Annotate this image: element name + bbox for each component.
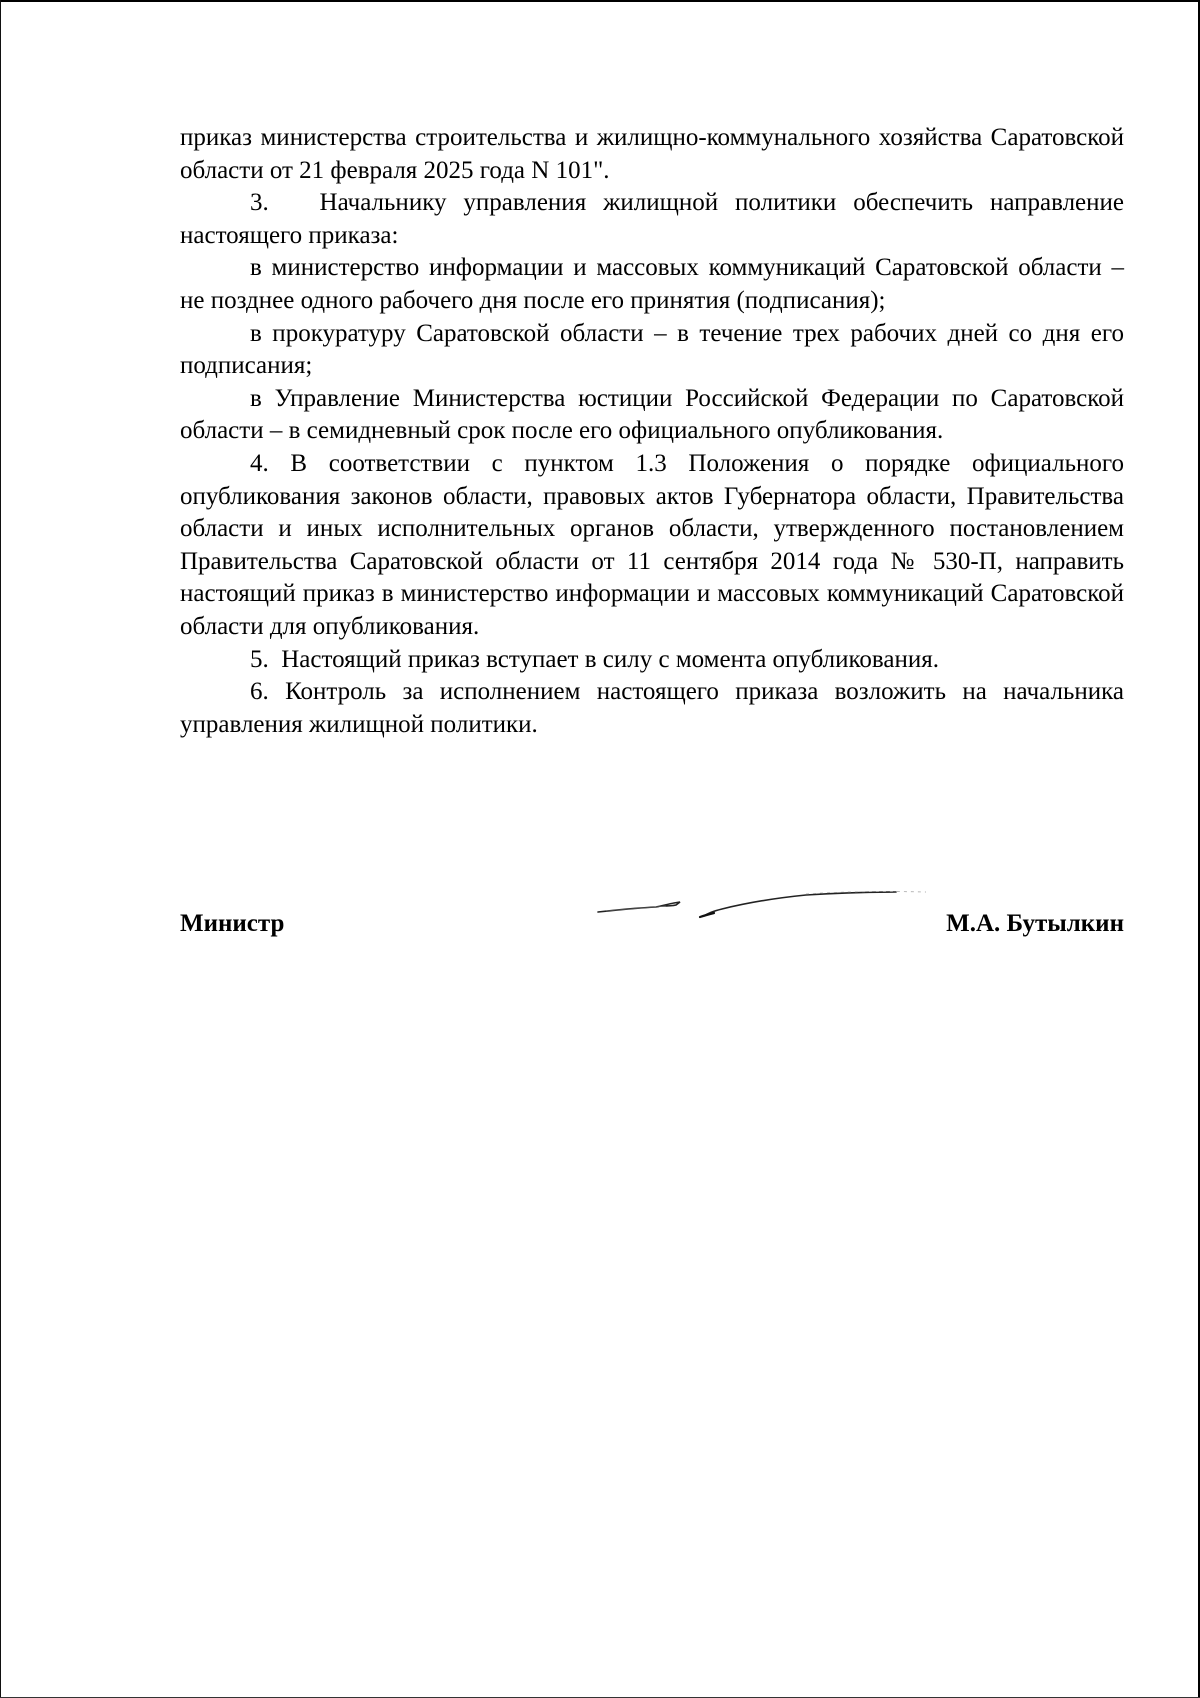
- scan-edge-top: [0, 0, 1200, 2]
- paragraph-item-5: 5. Настоящий приказ вступает в силу с момента опубликования.: [250, 645, 939, 673]
- scan-edge-left: [0, 0, 1, 1698]
- signatory-name: М.А. Бутылкин: [946, 910, 1124, 937]
- paragraph-item-3-justice: в Управление Министерства юстиции Российской Федерации по Саратовской области – в семидневный срок после его официального опубликования.: [180, 384, 1124, 445]
- paragraph-item-3-ministry: в министерство информации и массовых коммуникаций Саратовской области – не позднее одного рабочего дня после его принятия (подписания);: [180, 254, 1124, 314]
- paragraph-item-6: 6. Контроль за исполнением настоящего приказа возложить на начальника управления жилищной политики.: [180, 678, 1124, 738]
- signature-block: [180, 906, 1124, 946]
- signatory-role: Министр: [180, 910, 285, 937]
- paragraph-item-4: 4. В соответствии с пунктом 1.3 Положения о порядке официального опубликования законов области, правовых актов Губернатора области, Правительства области и иных исполнительных органов области, утвержденного постановлением Правительства Саратовской области от 11 сентября 2014 года № 530-П, направить настоящий приказ в министерство информации и массовых коммуникаций Саратовской области для опубликования.: [180, 449, 1124, 640]
- paragraph-continuation: приказ министерства строительства и жилищно-коммунального хозяйства Саратовской области от 21 февраля 2025 года N 101".: [180, 124, 1124, 184]
- paragraph-item-3-prosecutor: в прокуратуру Саратовской области – в течение трех рабочих дней со дня его подписания;: [180, 319, 1124, 380]
- document-body: [180, 122, 1124, 741]
- paragraph-item-3: 3. Начальнику управления жилищной политики обеспечить направление настоящего приказа:: [180, 189, 1124, 249]
